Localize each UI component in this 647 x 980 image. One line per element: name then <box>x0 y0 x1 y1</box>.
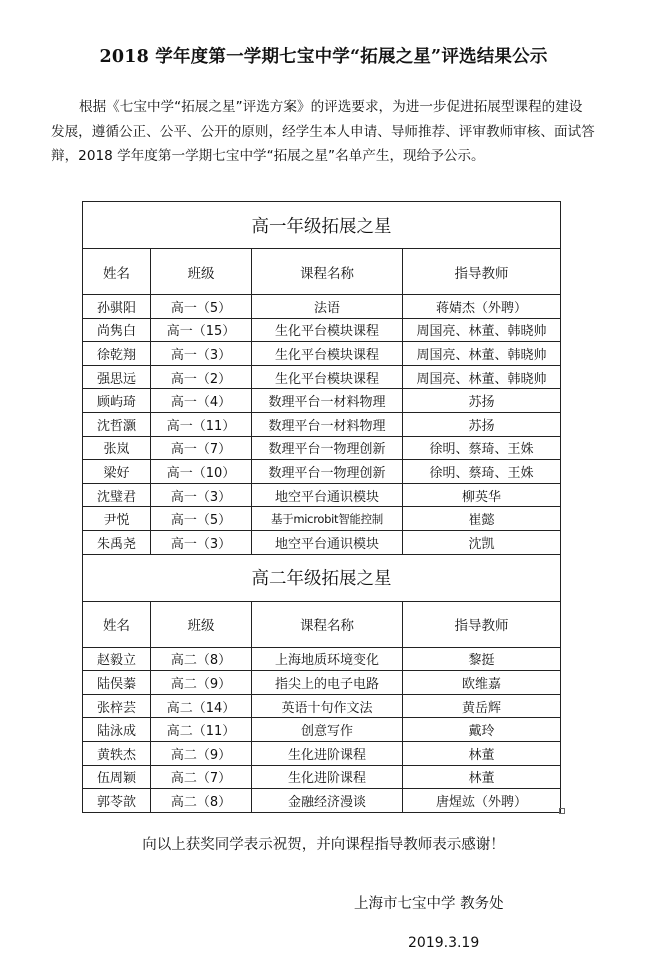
table-row <box>83 412 561 436</box>
cell-name: 陆泳成 <box>83 718 151 742</box>
cell-name: 梁好 <box>83 460 151 484</box>
table-row <box>83 741 561 765</box>
cell-course: 地空平台通识模块 <box>252 530 403 554</box>
cell-name: 张岚 <box>83 436 151 460</box>
section-heading: 高一年级拓展之星 <box>83 202 561 249</box>
cell-course: 数理平台一物理创新 <box>252 436 403 460</box>
table-row <box>83 789 561 813</box>
cell-class: 高一（2） <box>151 365 252 389</box>
cell-class: 高一（4） <box>151 389 252 413</box>
cell-course: 生化平台模块课程 <box>252 342 403 366</box>
cell-class: 高一（7） <box>151 436 252 460</box>
column-header: 课程名称 <box>252 249 403 295</box>
cell-course: 地空平台通识模块 <box>252 483 403 507</box>
cell-name: 孙骐阳 <box>83 295 151 319</box>
section-heading: 高二年级拓展之星 <box>83 554 561 601</box>
cell-name: 陆俣蓁 <box>83 671 151 695</box>
cell-class: 高二（8） <box>151 647 252 671</box>
table-row <box>83 483 561 507</box>
cell-teacher: 徐明、蔡琦、王姝 <box>403 460 561 484</box>
table-row <box>83 365 561 389</box>
cell-class: 高一（3） <box>151 483 252 507</box>
section-heading-row <box>83 202 561 249</box>
table-row <box>83 460 561 484</box>
cell-class: 高一（10） <box>151 460 252 484</box>
table-row <box>83 718 561 742</box>
cell-class: 高一（5） <box>151 507 252 531</box>
cell-course: 英语十句作文法 <box>252 694 403 718</box>
cell-name: 强思远 <box>83 365 151 389</box>
cell-course: 数理平台一材料物理 <box>252 412 403 436</box>
cell-class: 高二（9） <box>151 741 252 765</box>
cell-teacher: 周国亮、林董、韩晓帅 <box>403 342 561 366</box>
intro-paragraph: 根据《七宝中学“拓展之星”评选方案》的评选要求，为进一步促进拓展型课程的建设发展，遵循公正、公平、公开的原则，经学生本人申请、导师推荐、评审教师审核、面试答辩，2018 学年度第一学期七宝中学“拓展之星”名单产生，现给予公示。 <box>51 99 595 164</box>
cell-class: 高二（14） <box>151 694 252 718</box>
cell-name: 徐乾翔 <box>83 342 151 366</box>
column-header: 班级 <box>151 601 252 647</box>
cell-course: 生化进阶课程 <box>252 765 403 789</box>
cell-course: 数理平台一材料物理 <box>252 389 403 413</box>
cell-class: 高一（3） <box>151 530 252 554</box>
cell-course: 生化平台模块课程 <box>252 365 403 389</box>
cell-class: 高一（15） <box>151 318 252 342</box>
cell-course: 指尖上的电子电路 <box>252 671 403 695</box>
cell-teacher: 林董 <box>403 741 561 765</box>
column-header: 课程名称 <box>252 601 403 647</box>
issue-date: 2019.3.19 <box>408 935 480 951</box>
table-row <box>83 647 561 671</box>
cell-name: 沈哲灏 <box>83 412 151 436</box>
page-title: 2018 学年度第一学期七宝中学“拓展之星”评选结果公示 <box>99 47 548 67</box>
table-row <box>83 318 561 342</box>
cell-teacher: 苏扬 <box>403 389 561 413</box>
cell-teacher: 崔懿 <box>403 507 561 531</box>
table-resize-handle <box>559 808 565 814</box>
table-row <box>83 671 561 695</box>
cell-course: 生化平台模块课程 <box>252 318 403 342</box>
cell-teacher: 蒋婧杰（外聘） <box>403 295 561 319</box>
cell-class: 高二（9） <box>151 671 252 695</box>
cell-name: 尹悦 <box>83 507 151 531</box>
issuer: 上海市七宝中学 教务处 <box>354 896 504 912</box>
cell-name: 黄轶杰 <box>83 741 151 765</box>
table-row <box>83 436 561 460</box>
table-row <box>83 694 561 718</box>
cell-teacher: 周国亮、林董、韩晓帅 <box>403 318 561 342</box>
column-header-row <box>83 601 561 647</box>
cell-name: 郭苓歆 <box>83 789 151 813</box>
thanks-text: 向以上获奖同学表示祝贺，并向课程指导教师表示感谢！ <box>142 837 505 853</box>
cell-teacher: 柳英华 <box>403 483 561 507</box>
cell-class: 高一（3） <box>151 342 252 366</box>
cell-name: 朱禹尧 <box>83 530 151 554</box>
cell-class: 高一（5） <box>151 295 252 319</box>
cell-course: 创意写作 <box>252 718 403 742</box>
cell-teacher: 戴玲 <box>403 718 561 742</box>
cell-teacher: 沈凯 <box>403 530 561 554</box>
cell-teacher: 欧维嘉 <box>403 671 561 695</box>
cell-teacher: 周国亮、林董、韩晓帅 <box>403 365 561 389</box>
table-row <box>83 389 561 413</box>
table-row <box>83 530 561 554</box>
section-heading-row <box>83 554 561 601</box>
column-header: 班级 <box>151 249 252 295</box>
cell-class: 高二（7） <box>151 765 252 789</box>
cell-name: 伍周颖 <box>83 765 151 789</box>
cell-name: 赵毅立 <box>83 647 151 671</box>
cell-teacher: 林董 <box>403 765 561 789</box>
cell-class: 高二（11） <box>151 718 252 742</box>
cell-teacher: 苏扬 <box>403 412 561 436</box>
cell-name: 沈璧君 <box>83 483 151 507</box>
cell-teacher: 唐煋竑（外聘） <box>403 789 561 813</box>
cell-name: 张梓芸 <box>83 694 151 718</box>
table-row <box>83 295 561 319</box>
cell-teacher: 黎挺 <box>403 647 561 671</box>
cell-course: 金融经济漫谈 <box>252 789 403 813</box>
table-row <box>83 507 561 531</box>
cell-teacher: 黄岳辉 <box>403 694 561 718</box>
column-header-row <box>83 249 561 295</box>
cell-class: 高一（11） <box>151 412 252 436</box>
cell-teacher: 徐明、蔡琦、王姝 <box>403 436 561 460</box>
table-row <box>83 342 561 366</box>
column-header: 姓名 <box>83 249 151 295</box>
cell-class: 高二（8） <box>151 789 252 813</box>
table-row <box>83 765 561 789</box>
cell-course: 上海地质环境变化 <box>252 647 403 671</box>
cell-course: 数理平台一物理创新 <box>252 460 403 484</box>
cell-course: 生化进阶课程 <box>252 741 403 765</box>
cell-name: 尚隽白 <box>83 318 151 342</box>
column-header: 指导教师 <box>403 601 561 647</box>
column-header: 姓名 <box>83 601 151 647</box>
award-table <box>82 201 561 813</box>
column-header: 指导教师 <box>403 249 561 295</box>
cell-name: 顾屿琦 <box>83 389 151 413</box>
cell-course: 基于microbit智能控制 <box>252 507 403 531</box>
cell-course: 法语 <box>252 295 403 319</box>
